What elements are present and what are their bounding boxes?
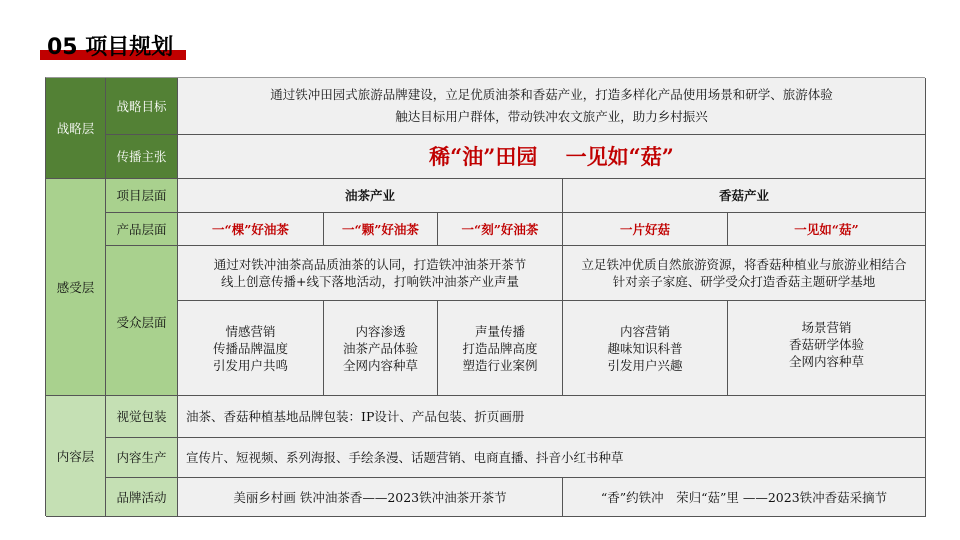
tactic-line: 内容渗透 — [355, 323, 406, 339]
event-mushroom: “香”约铁冲 荣归“菇”里 ——2023铁冲香菇采摘节 — [563, 478, 926, 517]
layer-content: 内容层 — [46, 396, 106, 517]
layer-strategy: 战略层 — [46, 78, 106, 179]
audience-line: 针对亲子家庭、研学受众打造香菇主题研学基地 — [612, 274, 876, 289]
label-product: 产品层面 — [106, 213, 178, 246]
tactic-line: 传播品牌温度 — [212, 340, 288, 356]
tactic-cell — [563, 301, 728, 396]
industry-oil-tea: 油茶产业 — [178, 179, 563, 213]
goal-line: 触达目标用户群体，带动铁冲农文旅产业，助力乡村振兴 — [395, 109, 708, 124]
tactic-line: 全网内容种草 — [788, 354, 864, 369]
goal-line: 通过铁冲田园式旅游品牌建设，立足优质油茶和香菇产业，打造多样化产品使用场景和研学、旅游体验 — [270, 87, 833, 102]
tactic-line: 内容营销 — [619, 323, 670, 339]
product-item: 一“刻”好油茶 — [438, 213, 563, 246]
label-goal: 战略目标 — [106, 78, 178, 135]
tactic-line: 引发用户兴趣 — [607, 357, 683, 373]
audience-line: 通过对铁冲油茶高品质油茶的认同，打造铁冲油茶开茶节 — [213, 257, 527, 272]
audience-mushroom-text — [563, 246, 926, 301]
audience-oil-text — [178, 246, 563, 301]
product-item: 一片好菇 — [563, 213, 728, 246]
project-plan-table — [45, 77, 925, 516]
tactic-line: 场景营销 — [801, 320, 852, 335]
tactic-line: 香菇研学体验 — [788, 337, 864, 352]
label-project: 项目层面 — [106, 179, 178, 213]
page-title: 05 项目规划 — [47, 35, 174, 60]
tactic-cell — [728, 301, 926, 396]
tactic-line: 油茶产品体验 — [342, 340, 418, 356]
tactic-line: 情感营销 — [225, 323, 276, 339]
visual-text: 油茶、香菇种植基地品牌包装：IP设计、产品包装、折页画册 — [178, 396, 926, 438]
tactic-line: 引发用户共鸣 — [212, 357, 288, 373]
event-oil-tea: 美丽乡村画 铁冲油茶香——2023铁冲油茶开茶节 — [178, 478, 563, 517]
tactic-cell — [178, 301, 324, 396]
industry-mushroom: 香菇产业 — [563, 179, 926, 213]
label-slogan: 传播主张 — [106, 135, 178, 179]
audience-line: 立足铁冲优质自然旅游资源，将香菇种植业与旅游业相结合 — [581, 257, 907, 272]
tactic-line: 打造品牌高度 — [462, 340, 538, 356]
label-event: 品牌活动 — [106, 478, 178, 517]
strategy-goal-text — [178, 78, 926, 135]
label-production: 内容生产 — [106, 438, 178, 478]
tactic-line: 塑造行业案例 — [462, 357, 538, 373]
tactic-cell — [438, 301, 563, 396]
label-audience: 受众层面 — [106, 246, 178, 396]
product-item: 一见如“菇” — [728, 213, 926, 246]
tactic-line: 趣味知识科普 — [607, 340, 683, 356]
label-visual: 视觉包装 — [106, 396, 178, 438]
tactic-line: 声量传播 — [474, 323, 525, 339]
tactic-cell — [324, 301, 438, 396]
product-item: 一“棵”好油茶 — [178, 213, 324, 246]
production-text: 宣传片、短视频、系列海报、手绘条漫、话题营销、电商直播、抖音小红书种草 — [178, 438, 926, 478]
slogan-text: 稀“油”田园 一见如“菇” — [178, 135, 926, 179]
layer-perception: 感受层 — [46, 179, 106, 396]
audience-line: 线上创意传播+线下落地活动，打响铁冲油茶产业声量 — [221, 274, 519, 289]
tactic-line: 全网内容种草 — [342, 357, 418, 373]
product-item: 一“颗”好油茶 — [324, 213, 438, 246]
